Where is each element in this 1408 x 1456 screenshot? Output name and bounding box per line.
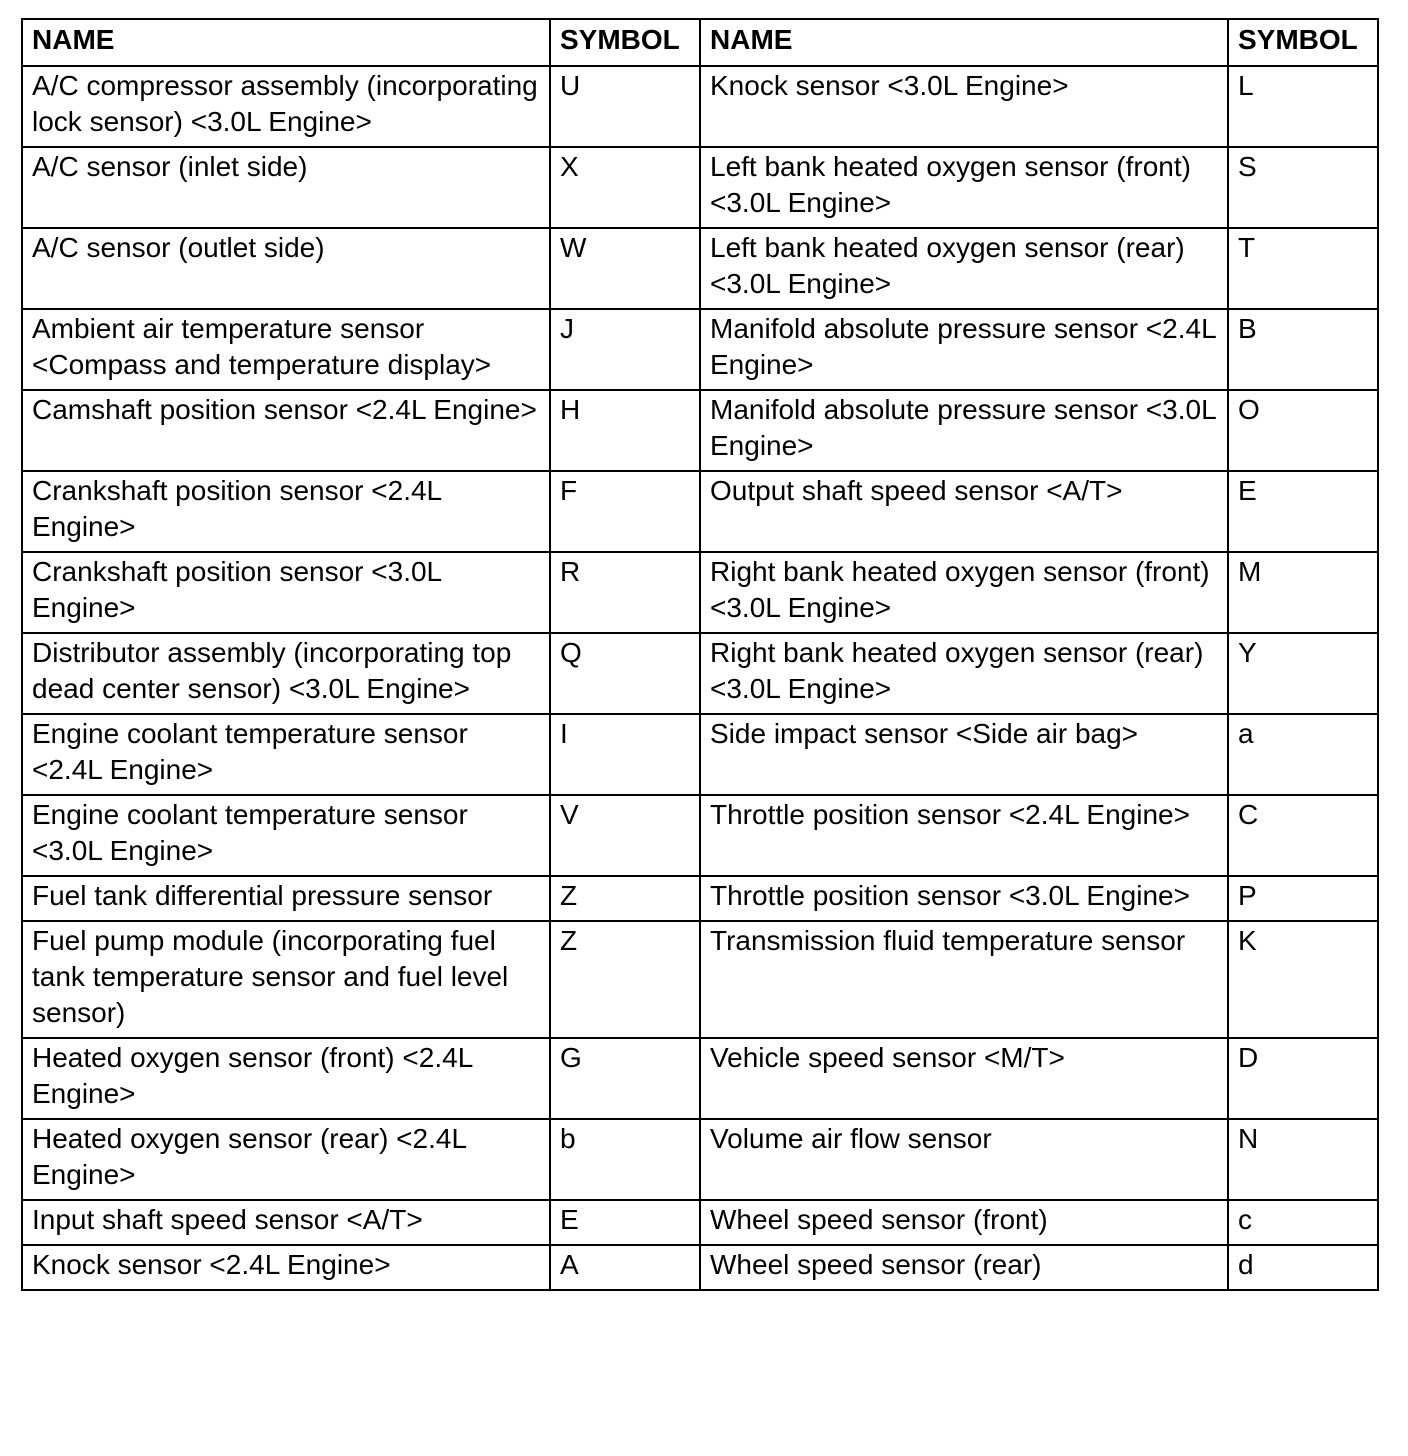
cell-name-right: Transmission fluid temperature sensor [700, 921, 1228, 1038]
table-row [22, 471, 1378, 552]
cell-name-right: Left bank heated oxygen sensor (rear) <3.0L Engine> [700, 228, 1228, 309]
header-symbol-right: SYMBOL [1228, 19, 1378, 66]
cell-symbol-right: D [1228, 1038, 1378, 1119]
cell-symbol-right: N [1228, 1119, 1378, 1200]
cell-symbol-right: c [1228, 1200, 1378, 1245]
cell-name-left: Ambient air temperature sensor <Compass and temperature display> [22, 309, 550, 390]
table-row [22, 1119, 1378, 1200]
table-row [22, 390, 1378, 471]
table-row [22, 633, 1378, 714]
table-row [22, 921, 1378, 1038]
cell-symbol-right: O [1228, 390, 1378, 471]
header-name-right: NAME [700, 19, 1228, 66]
table-row [22, 147, 1378, 228]
cell-symbol-right: L [1228, 66, 1378, 147]
cell-symbol-right: P [1228, 876, 1378, 921]
cell-symbol-left: Z [550, 876, 700, 921]
cell-symbol-right: C [1228, 795, 1378, 876]
cell-symbol-left: R [550, 552, 700, 633]
cell-symbol-left: F [550, 471, 700, 552]
table-row [22, 228, 1378, 309]
cell-name-left: Input shaft speed sensor <A/T> [22, 1200, 550, 1245]
cell-symbol-right: Y [1228, 633, 1378, 714]
cell-name-right: Right bank heated oxygen sensor (front) <3.0L Engine> [700, 552, 1228, 633]
header-name-left: NAME [22, 19, 550, 66]
table-header [22, 19, 1378, 66]
cell-name-right: Volume air flow sensor [700, 1119, 1228, 1200]
cell-symbol-right: B [1228, 309, 1378, 390]
table-row [22, 552, 1378, 633]
cell-symbol-right: M [1228, 552, 1378, 633]
cell-name-left: Fuel tank differential pressure sensor [22, 876, 550, 921]
header-row [22, 19, 1378, 66]
cell-symbol-right: T [1228, 228, 1378, 309]
cell-name-right: Manifold absolute pressure sensor <3.0L Engine> [700, 390, 1228, 471]
cell-symbol-left: J [550, 309, 700, 390]
cell-symbol-left: Q [550, 633, 700, 714]
table-row [22, 1245, 1378, 1290]
cell-name-right: Throttle position sensor <3.0L Engine> [700, 876, 1228, 921]
cell-symbol-left: b [550, 1119, 700, 1200]
cell-name-left: Fuel pump module (incorporating fuel tank temperature sensor and fuel level sensor) [22, 921, 550, 1038]
cell-symbol-left: Z [550, 921, 700, 1038]
header-symbol-left: SYMBOL [550, 19, 700, 66]
sensor-symbol-table [21, 18, 1379, 1291]
cell-symbol-right: d [1228, 1245, 1378, 1290]
cell-name-left: Camshaft position sensor <2.4L Engine> [22, 390, 550, 471]
table-row [22, 66, 1378, 147]
cell-symbol-right: S [1228, 147, 1378, 228]
cell-name-left: Knock sensor <2.4L Engine> [22, 1245, 550, 1290]
cell-symbol-right: K [1228, 921, 1378, 1038]
cell-symbol-left: E [550, 1200, 700, 1245]
cell-name-left: Crankshaft position sensor <2.4L Engine> [22, 471, 550, 552]
cell-name-right: Wheel speed sensor (front) [700, 1200, 1228, 1245]
table-row [22, 876, 1378, 921]
cell-name-right: Right bank heated oxygen sensor (rear) <3.0L Engine> [700, 633, 1228, 714]
cell-symbol-left: H [550, 390, 700, 471]
cell-symbol-left: A [550, 1245, 700, 1290]
cell-name-right: Vehicle speed sensor <M/T> [700, 1038, 1228, 1119]
cell-name-left: A/C sensor (inlet side) [22, 147, 550, 228]
table-row [22, 795, 1378, 876]
cell-name-left: Engine coolant temperature sensor <2.4L Engine> [22, 714, 550, 795]
cell-name-right: Throttle position sensor <2.4L Engine> [700, 795, 1228, 876]
cell-name-left: A/C compressor assembly (incorporating lock sensor) <3.0L Engine> [22, 66, 550, 147]
cell-name-left: Distributor assembly (incorporating top dead center sensor) <3.0L Engine> [22, 633, 550, 714]
cell-name-right: Side impact sensor <Side air bag> [700, 714, 1228, 795]
table-row [22, 1038, 1378, 1119]
cell-name-left: Engine coolant temperature sensor <3.0L Engine> [22, 795, 550, 876]
cell-name-left: Crankshaft position sensor <3.0L Engine> [22, 552, 550, 633]
table-row [22, 714, 1378, 795]
cell-symbol-left: I [550, 714, 700, 795]
cell-symbol-left: U [550, 66, 700, 147]
cell-name-right: Left bank heated oxygen sensor (front) <3.0L Engine> [700, 147, 1228, 228]
cell-symbol-right: E [1228, 471, 1378, 552]
cell-name-left: Heated oxygen sensor (front) <2.4L Engine> [22, 1038, 550, 1119]
cell-symbol-left: V [550, 795, 700, 876]
cell-symbol-right: a [1228, 714, 1378, 795]
table-body [22, 66, 1378, 1290]
cell-name-right: Output shaft speed sensor <A/T> [700, 471, 1228, 552]
cell-symbol-left: X [550, 147, 700, 228]
cell-name-right: Manifold absolute pressure sensor <2.4L Engine> [700, 309, 1228, 390]
table-row [22, 1200, 1378, 1245]
cell-name-left: Heated oxygen sensor (rear) <2.4L Engine> [22, 1119, 550, 1200]
table-row [22, 309, 1378, 390]
cell-name-right: Wheel speed sensor (rear) [700, 1245, 1228, 1290]
cell-name-right: Knock sensor <3.0L Engine> [700, 66, 1228, 147]
cell-symbol-left: G [550, 1038, 700, 1119]
cell-symbol-left: W [550, 228, 700, 309]
cell-name-left: A/C sensor (outlet side) [22, 228, 550, 309]
